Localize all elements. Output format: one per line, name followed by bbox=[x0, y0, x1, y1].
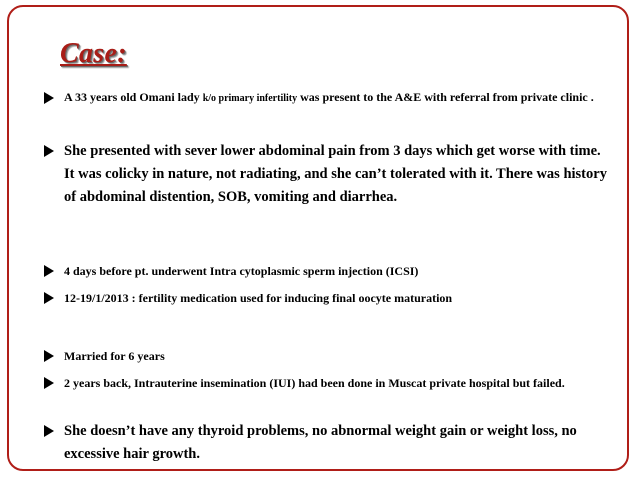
bullet-text: She doesn’t have any thyroid problems, no abnormal weight gain or weight loss, no excessive hair growth. bbox=[64, 423, 577, 462]
bullet-text-part: A 33 years old Omani lady bbox=[64, 90, 203, 104]
bullet-text: 4 days before pt. underwent Intra cytoplasmic sperm injection (ICSI) bbox=[64, 264, 419, 278]
bullet-item bbox=[44, 420, 614, 466]
bullet-text: 2 years back, Intrauterine insemination (IUI) had been done in Muscat private hospital but failed. bbox=[64, 376, 565, 390]
triangle-bullet-icon bbox=[44, 350, 54, 362]
bullet-text: She presented with sever lower abdominal pain from 3 days which get worse with time. It was colicky in nature, not radiating, and she can’t tolerated with it. There was history of abdominal distention, SOB, vomiting and diarrhea. bbox=[64, 143, 607, 205]
bullet-text: 12-19/1/2013 : fertility medication used for inducing final oocyte maturation bbox=[64, 291, 453, 305]
triangle-bullet-icon bbox=[44, 292, 54, 304]
bullet-item bbox=[44, 87, 614, 109]
triangle-bullet-icon bbox=[44, 92, 54, 104]
triangle-bullet-icon bbox=[44, 265, 54, 277]
slide-title: Case: bbox=[60, 38, 127, 69]
slide-frame bbox=[7, 5, 629, 471]
bullet-item bbox=[44, 140, 614, 209]
bullet-item bbox=[44, 260, 614, 282]
bullet-text bbox=[64, 87, 614, 109]
bullet-text-part: was present to the A&E with referral from private clinic . bbox=[297, 90, 594, 104]
bullet-item bbox=[44, 345, 614, 367]
triangle-bullet-icon bbox=[44, 425, 54, 437]
bullet-item bbox=[44, 287, 614, 309]
bullet-text-part: k/o primary infertility bbox=[202, 93, 298, 104]
bullet-item bbox=[44, 372, 614, 394]
triangle-bullet-icon bbox=[44, 145, 54, 157]
triangle-bullet-icon bbox=[44, 377, 54, 389]
bullet-text: Married for 6 years bbox=[64, 349, 165, 363]
